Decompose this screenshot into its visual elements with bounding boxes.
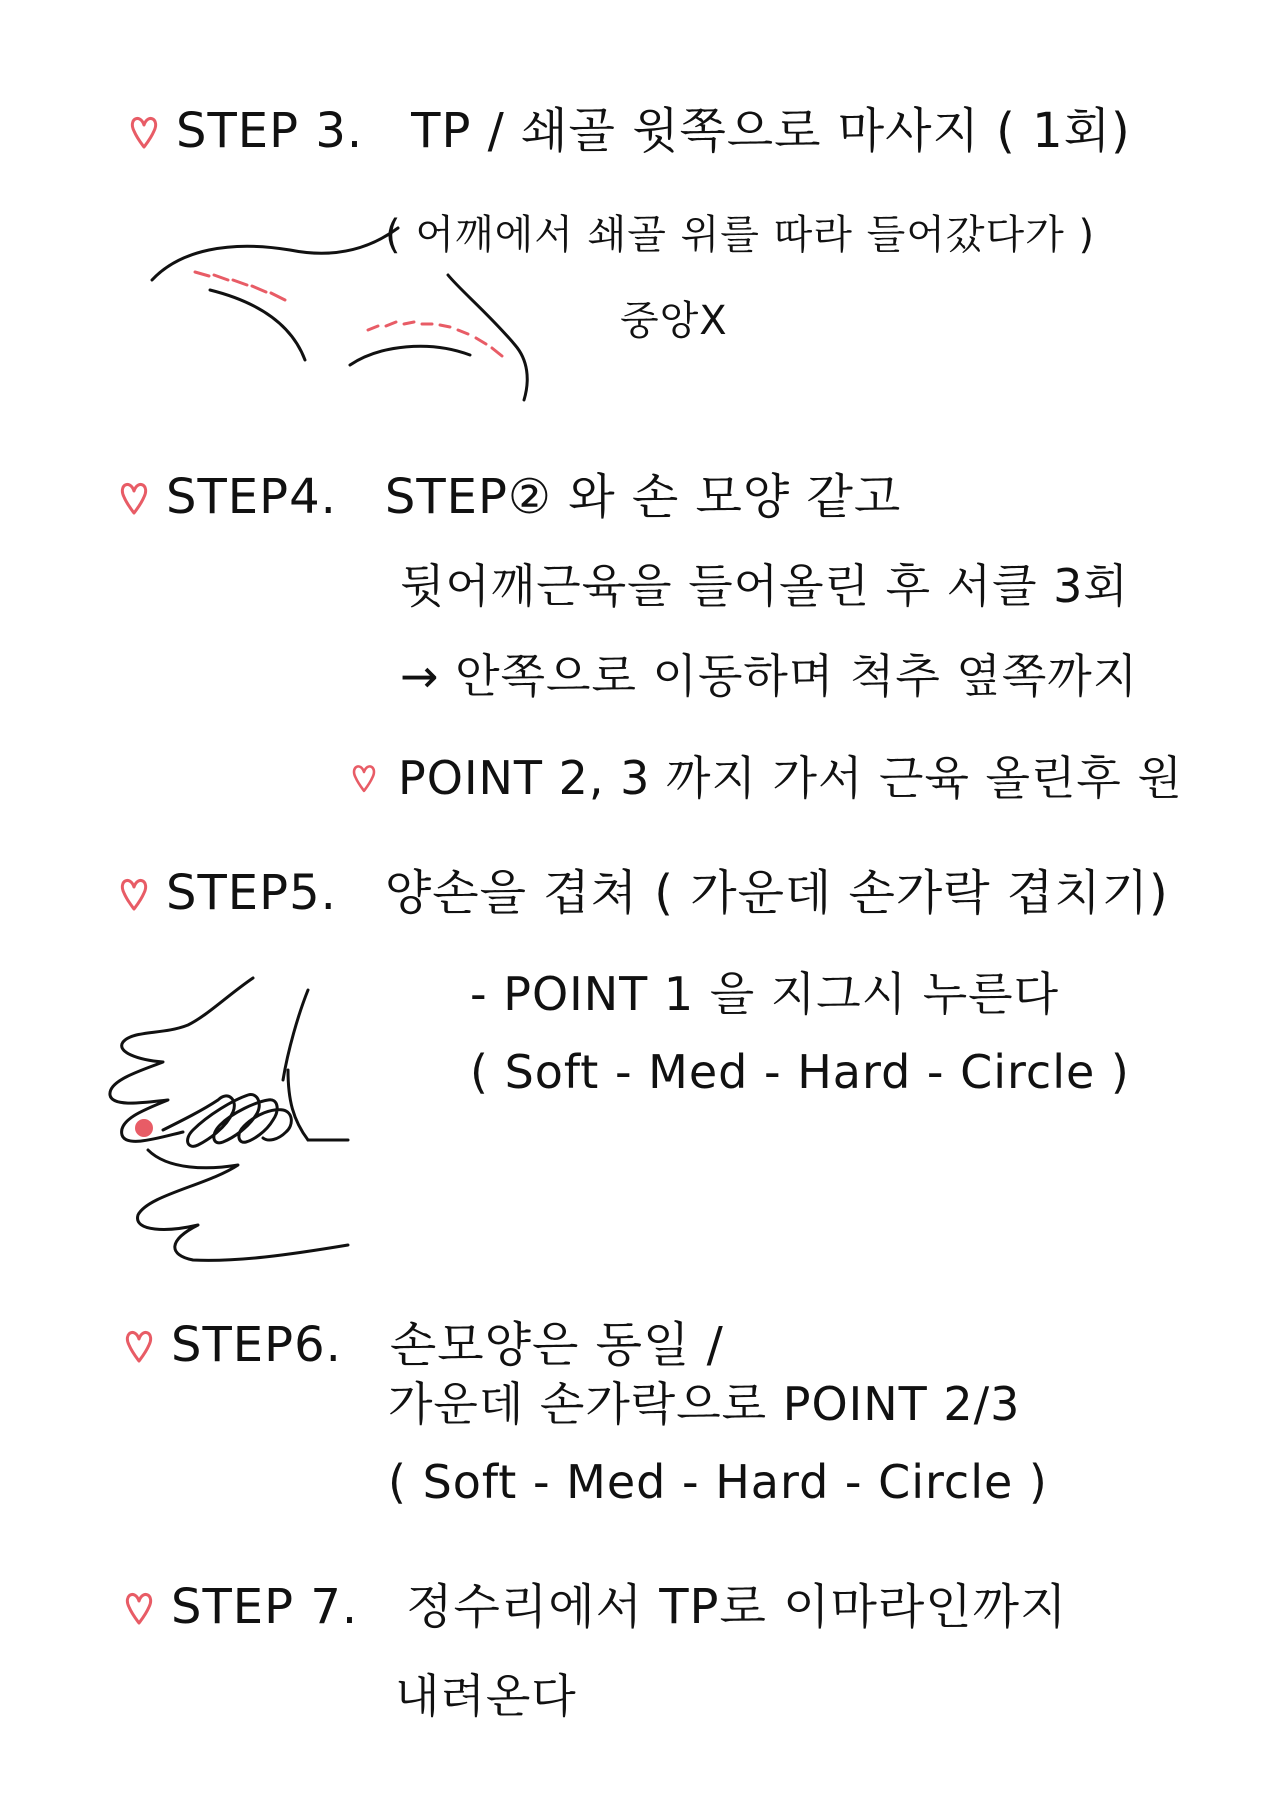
point-1-marker: [135, 1119, 153, 1137]
shoulder-clavicle-sketch: [140, 220, 540, 420]
step4-point-note: [352, 752, 1183, 805]
step6-line3: ( Soft - Med - Hard - Circle ): [388, 1455, 1048, 1509]
step7-line2: 내려온다: [395, 1669, 577, 1723]
step3-heading: [130, 104, 1131, 159]
step6-line2: 가운데 손가락으로 POINT 2/3: [388, 1377, 1021, 1431]
step4-line1: STEP② 와 손 모양 같고: [384, 469, 902, 525]
step5-line3: ( Soft - Med - Hard - Circle ): [470, 1045, 1130, 1099]
step3-label: STEP 3.: [176, 103, 364, 159]
heart-icon: [120, 877, 148, 911]
overlapping-hands-sketch: [108, 970, 368, 1270]
step4-line2: 뒷어깨근육을 들어올린 후 서클 3회: [400, 559, 1129, 613]
step7-heading: [125, 1580, 1067, 1635]
heart-icon: [352, 763, 376, 793]
step4-point-line: POINT 2, 3 까지 가서 근육 올린후 원: [398, 751, 1183, 805]
step4-heading: [120, 470, 901, 525]
step4-line3: → 안쪽으로 이동하며 척추 옆쪽까지: [400, 649, 1139, 703]
heart-icon: [125, 1591, 153, 1625]
heart-icon: [130, 115, 158, 149]
step5-line2: - POINT 1 을 지그시 누른다: [470, 967, 1060, 1021]
heart-icon: [125, 1329, 153, 1363]
step6-heading: [125, 1318, 724, 1373]
step7-line1: 정수리에서 TP로 이마라인까지: [406, 1579, 1068, 1635]
step3-note-center-x: 중앙X: [620, 298, 728, 344]
step5-label: STEP5.: [166, 865, 337, 921]
step5-heading: [120, 866, 1169, 921]
step3-note: ( 어깨에서 쇄골 위를 따라 들어갔다가 ): [385, 212, 1096, 258]
step6-line1: 손모양은 동일 /: [389, 1317, 724, 1373]
step7-label: STEP 7.: [171, 1579, 359, 1635]
step4-label: STEP4.: [166, 469, 337, 525]
step3-title: TP / 쇄골 윗쪽으로 마사지 ( 1회): [411, 103, 1131, 159]
heart-icon: [120, 481, 148, 515]
step6-label: STEP6.: [171, 1317, 342, 1373]
step5-line1: 양손을 겹쳐 ( 가운데 손가락 겹치기): [384, 865, 1169, 921]
